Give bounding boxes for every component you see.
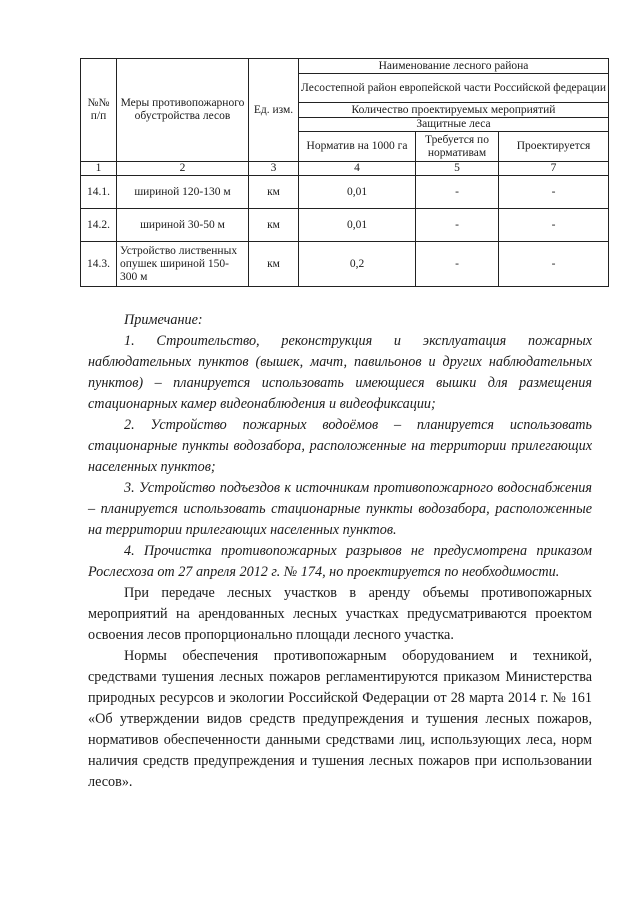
- col-number: 1: [81, 162, 117, 176]
- body-paragraph: При передаче лесных участков в аренду объемы противопожарных мероприятий на арендованных лесных участках предусматриваются проектом освоения лесов пропорционально площади лесного участка.: [88, 585, 592, 643]
- header-planned: Проектируется: [499, 132, 609, 162]
- row-norm: 0,01: [299, 209, 416, 242]
- table-row: [81, 242, 609, 287]
- row-measure: шириной 120-130 м: [117, 176, 249, 209]
- note-block: [88, 310, 592, 793]
- note-item: 4. Прочистка противопожарных разрывов не предусмотрена приказом Рослесхоза от 27 апреля 2012 г. № 174, но проектируется по необходимости.: [88, 543, 592, 580]
- row-required: -: [416, 209, 499, 242]
- table-row: [81, 209, 609, 242]
- header-forest-district-title: Наименование лесного района: [299, 59, 609, 74]
- col-number: 4: [299, 162, 416, 176]
- table-row: [81, 176, 609, 209]
- row-planned: -: [499, 176, 609, 209]
- row-planned: -: [499, 209, 609, 242]
- row-norm: 0,2: [299, 242, 416, 287]
- header-norm-per-1000: Норматив на 1000 га: [299, 132, 416, 162]
- header-measures: Меры противопожарного обустройства лесов: [117, 59, 249, 162]
- col-number: 2: [117, 162, 249, 176]
- row-planned: -: [499, 242, 609, 287]
- header-unit: Ед. изм.: [249, 59, 299, 162]
- col-number: 7: [499, 162, 609, 176]
- note-title: Примечание:: [124, 312, 203, 328]
- row-unit: км: [249, 176, 299, 209]
- col-number: 3: [249, 162, 299, 176]
- row-required: -: [416, 176, 499, 209]
- note-item: 1. Строительство, реконструкция и эксплуатация пожарных наблюдательных пунктов (вышек, мачт, павильонов и других наблюдательных пунктов) – планируется использовать имеющиеся вышки для размещения стационарных камер видеонаблюдения и видеофиксации;: [88, 333, 592, 412]
- row-unit: км: [249, 209, 299, 242]
- row-required: -: [416, 242, 499, 287]
- row-norm: 0,01: [299, 176, 416, 209]
- header-num: №№ п/п: [81, 59, 117, 162]
- col-number: 5: [416, 162, 499, 176]
- header-forest-district: Лесостепной район европейской части Российской федерации: [299, 74, 609, 103]
- column-numbers-row: [81, 162, 609, 176]
- body-paragraph: Нормы обеспечения противопожарным оборудованием и техникой, средствами тушения лесных пожаров регламентируются приказом Министерства природных ресурсов и экологии Российской Федерации от 28 марта 2014 г. № 161 «Об утверждении видов средств предупреждения и тушения лесных пожаров, нормативов обеспеченности данными средствами лиц, использующих леса, норм наличия средств предупреждения и тушения лесных пожаров при использовании лесов».: [88, 648, 592, 790]
- row-num: 14.2.: [81, 209, 117, 242]
- header-required-by-norm: Требуется по нормативам: [416, 132, 499, 162]
- header-protective-forests: Защитные леса: [299, 118, 609, 132]
- row-unit: км: [249, 242, 299, 287]
- row-num: 14.1.: [81, 176, 117, 209]
- row-num: 14.3.: [81, 242, 117, 287]
- header-planned-count: Количество проектируемых мероприятий: [299, 103, 609, 118]
- row-measure: шириной 30-50 м: [117, 209, 249, 242]
- row-measure: Устройство лиственных опушек шириной 150-300 м: [117, 242, 249, 287]
- fire-measures-table: [80, 58, 609, 287]
- note-item: 3. Устройство подъездов к источникам противопожарного водоснабжения – планируется использовать стационарные пункты водозабора, расположенные на территории прилегающих населенных пунктов.: [88, 480, 592, 538]
- note-item: 2. Устройство пожарных водоёмов – планируется использовать стационарные пункты водозабора, расположенные на территории прилегающих населенных пунктов;: [88, 417, 592, 475]
